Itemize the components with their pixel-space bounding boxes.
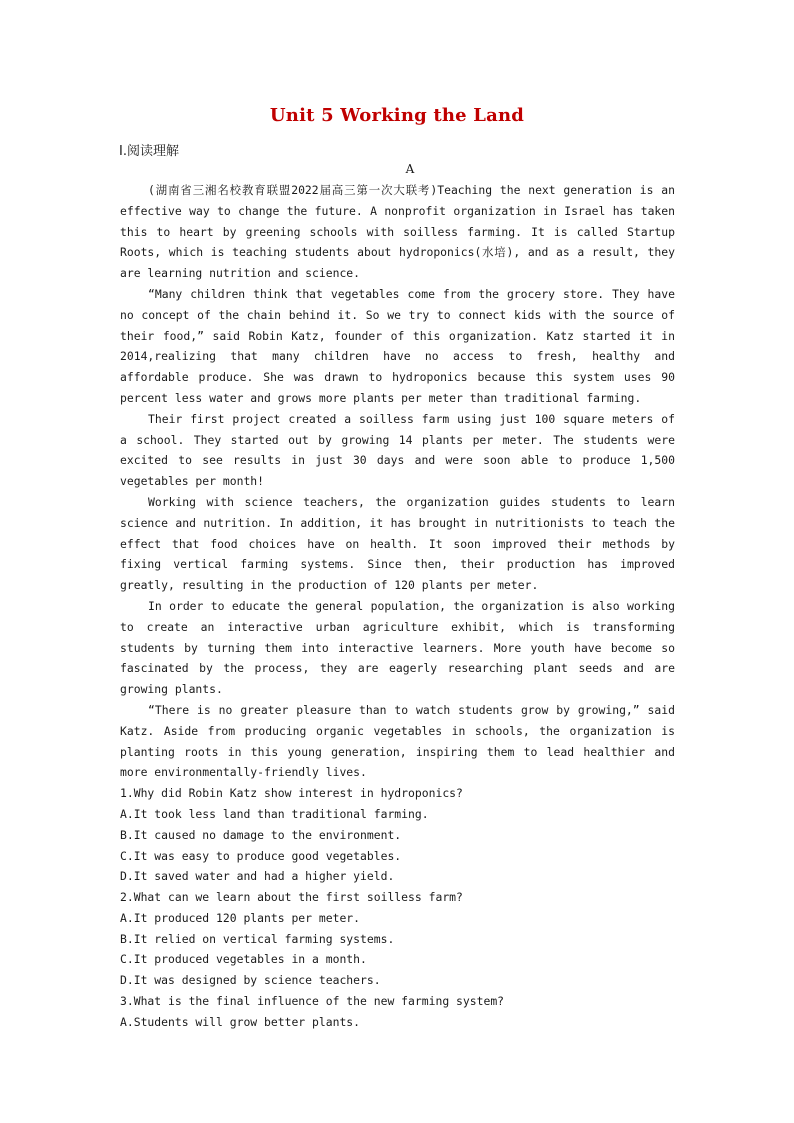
question-stem: 3.What is the final influence of the new farming system?: [120, 994, 505, 1009]
question-option: D.It was designed by science teachers.: [120, 973, 381, 988]
question-option: B.It relied on vertical farming systems.: [120, 931, 395, 946]
paragraph: (湖南省三湘名校教育联盟2022届高三第一次大联考)Teaching the next generation is an effective way to change the future. A nonprofit organization in Israel has taken this to heart by greening schools with soilless farming. It is called Startup Roots, which is teaching students about hydroponics(水培), and as a result, they are learning nutrition and science.: [120, 183, 675, 281]
paragraph: Working with science teachers, the organization guides students to learn science and nutrition. In addition, it has brought in nutritionists to teach the effect that food choices have on health. It soon improved their methods by fixing vertical farming systems. Since then, their production has improved greatly, resulting in the production of 120 plants per meter.: [120, 494, 675, 593]
question-stem: 1.Why did Robin Katz show interest in hydroponics?: [120, 786, 463, 801]
paragraph: In order to educate the general population, the organization is also working to create an interactive urban agriculture exhibit, which is transforming students by turning them into interactive learners. More youth have become so fascinated by the process, they are eagerly researching plant seeds and are growing plants.: [120, 598, 675, 697]
paragraph: “Many children think that vegetables come from the grocery store. They have no concept of the chain behind it. So we try to connect kids with the source of their food,” said Robin Katz, founder of this organization. Katz started it in 2014,realizing that many children have no access to fresh, healthy and affordable produce. She was drawn to hydroponics because this system uses 90 percent less water and grows more plants per meter than traditional farming.: [120, 286, 675, 405]
question-option: C.It was easy to produce good vegetables.: [120, 848, 402, 863]
paragraph: Their first project created a soilless farm using just 100 square meters of a school. They started out by growing 14 plants per meter. The students were excited to see results in just 30 days and were soon able to produce 1,500 vegetables per month!: [120, 411, 675, 489]
question-option: A.Students will grow better plants.: [120, 1014, 361, 1029]
question-option: A.It took less land than traditional farming.: [120, 806, 429, 821]
question-stem: 2.What can we learn about the first soilless farm?: [120, 890, 463, 905]
question-option: A.It produced 120 plants per meter.: [120, 910, 361, 925]
question-option: B.It caused no damage to the environment.: [120, 827, 402, 842]
question-option: C.It produced vegetables in a month.: [120, 952, 367, 967]
paragraph: “There is no greater pleasure than to watch students grow by growing,” said Katz. Aside from producing organic vegetables in schools, the organization is planting roots in this young generation, inspiring them to lead healthier and more environmentally-friendly lives.: [120, 702, 675, 780]
passage-label: A: [405, 162, 415, 176]
page-title: Unit 5 Working the Land: [269, 105, 525, 126]
section-heading: Ⅰ.阅读理解: [119, 144, 179, 159]
passage-body: [120, 180, 675, 1033]
question-option: D.It saved water and had a higher yield.: [120, 869, 395, 884]
